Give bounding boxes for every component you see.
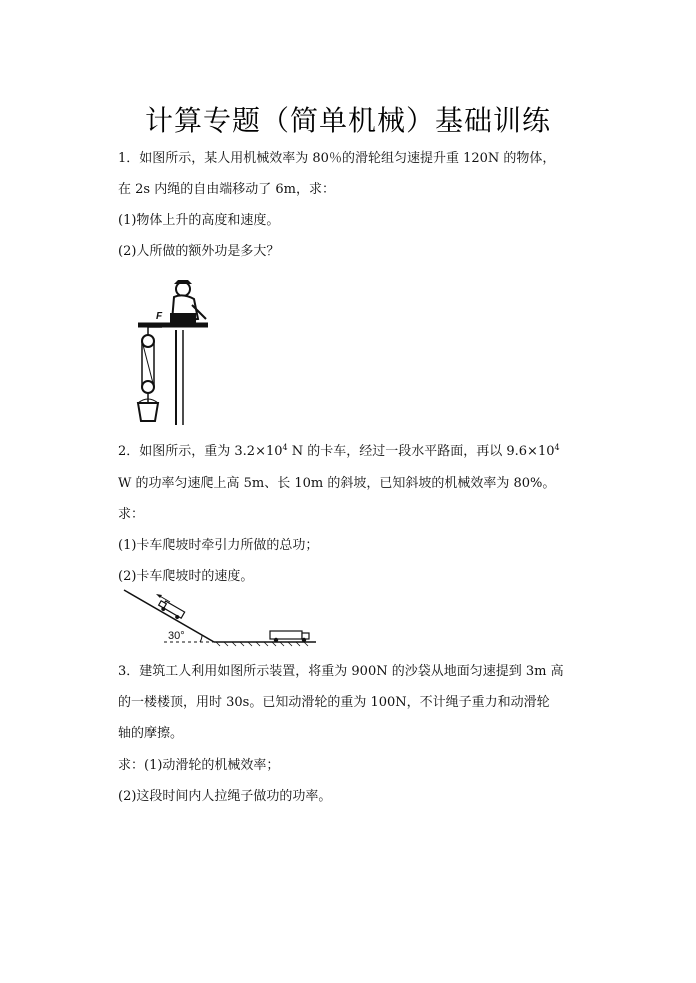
problem-2-question-1: (1)卡车爬坡时牵引力所做的总功； bbox=[118, 538, 319, 553]
pulley-system-figure bbox=[128, 275, 220, 427]
problem-1-question-2: (2)人所做的额外功是多大？ bbox=[118, 244, 280, 259]
problem-3-line-2: 的一楼楼顶，用时 30s。已知动滑轮的重为 100N，不计绳子重力和动滑轮 bbox=[118, 695, 550, 710]
problem-2-line-3: 求： bbox=[118, 507, 145, 522]
problem-3-question-1: 求：(1)动滑轮的机械效率； bbox=[118, 758, 280, 773]
problem-1-line-2: 在 2s 内绳的自由端移动了 6m，求： bbox=[118, 182, 335, 197]
page-title: 计算专题（简单机械）基础训练 bbox=[144, 104, 551, 137]
force-label: F bbox=[156, 311, 163, 322]
problem-3-question-2: (2)这段时间内人拉绳子做功的功率。 bbox=[118, 789, 332, 804]
problem-3-line-3: 轴的摩擦。 bbox=[118, 726, 184, 741]
problem-1-question-1: (1)物体上升的高度和速度。 bbox=[118, 213, 280, 228]
problem-3-line-1: 3．建筑工人利用如图所示装置，将重为 900N 的沙袋从地面匀速提到 3m 高 bbox=[118, 664, 564, 679]
truck-on-ground-icon bbox=[270, 631, 309, 642]
angle-label: 30° bbox=[168, 630, 185, 642]
problem-2-line-1: 2．如图所示，重为 $3.2\times 10^4$ N 的卡车，经过一段水平路面，再以 $9.6\times 10^4$ bbox=[118, 443, 560, 459]
incline-truck-figure bbox=[120, 588, 320, 648]
problem-2-question-2: (2)卡车爬坡时的速度。 bbox=[118, 569, 254, 584]
problem-1-line-1: 1．如图所示，某人用机械效率为 80％的滑轮组匀速提升重 120N 的物体， bbox=[118, 151, 556, 166]
problem-2-line-2: W 的功率匀速爬上高 5m、长 10m 的斜坡，已知斜坡的机械效率为 80%。 bbox=[118, 476, 556, 491]
